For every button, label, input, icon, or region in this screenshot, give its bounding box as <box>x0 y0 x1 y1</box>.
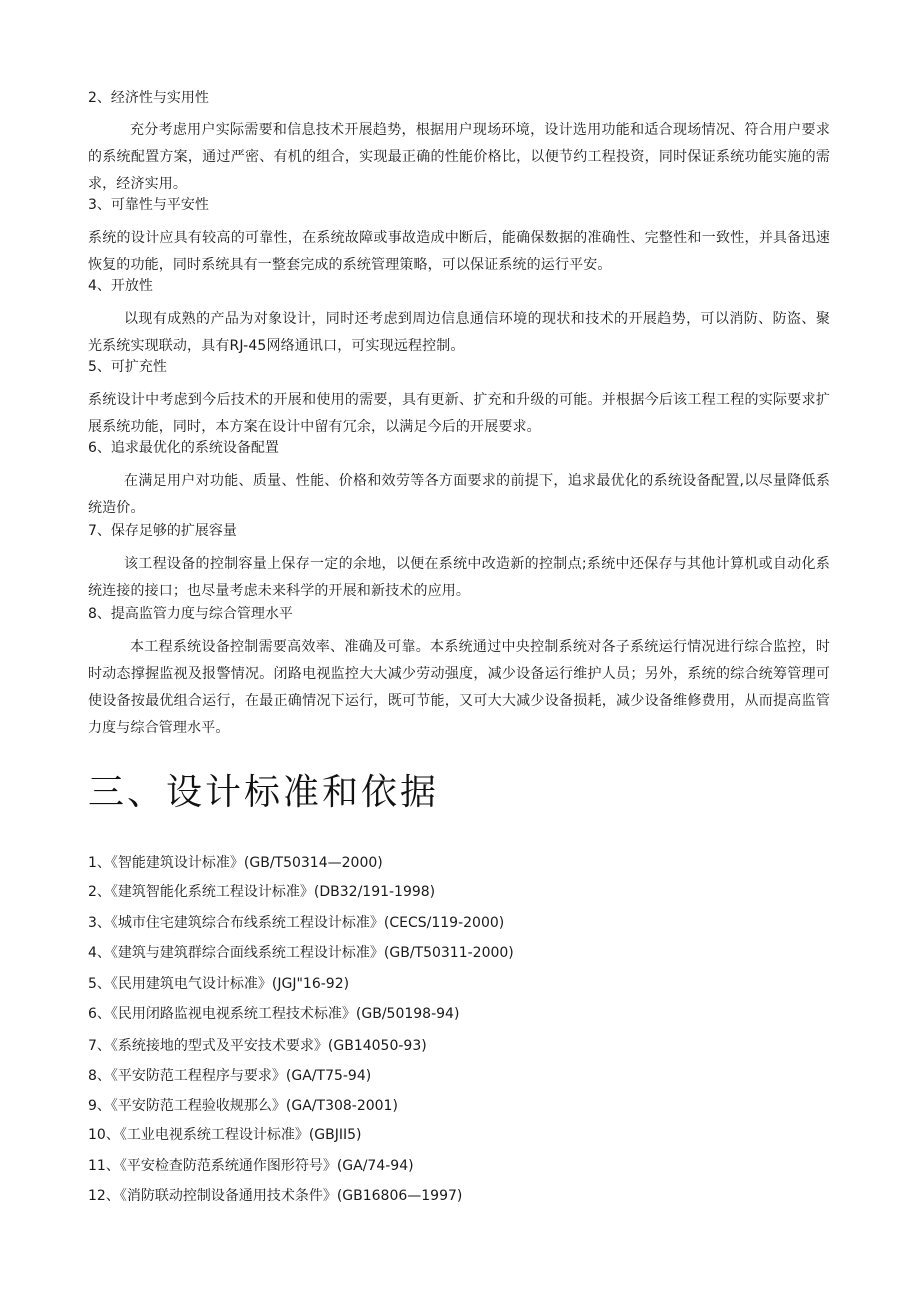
reference-item: 4、《建筑与建筑群综合面线系统工程设计标准》(GB/T50311-2000) <box>88 945 514 961</box>
section-heading: 8、提高监管力度与综合管理水平 <box>88 606 293 622</box>
section-paragraph: 以现有成熟的产品为对象设计，同时还考虑到周边信息通信环境的现状和技术的开展趋势，可以消防、防盗、聚光系统实现联动，具有RJ-45网络通讯口，可实现远程控制。 <box>88 311 830 354</box>
section-paragraph: 本工程系统设备控制需要高效率、准确及可靠。本系统通过中央控制系统对各子系统运行情况进行综合监控，时时动态撑握监视及报警情况。闭路电视监控大大减少劳动强度，减少设备运行维护人员；另外，系统的综合统筹管理可使设备按最优组合运行，在最正确情况下运行，既可节能，又可大大减少设备损耗，减少设备维修费用，从而提高监管力度与综合管理水平。 <box>88 639 830 736</box>
reference-item: 5、《民用建筑电气设计标准》(JGJ"16-92) <box>88 976 350 992</box>
section-paragraph: 系统的设计应具有较高的可靠性，在系统故障或事故造成中断后，能确保数据的准确性、完整性和一致性，并具备迅速恢复的功能，同时系统具有一整套完成的系统管理策略，可以保证系统的运行平安。 <box>88 230 830 273</box>
reference-item: 2、《建筑智能化系统工程设计标准》(DB32/191-1998) <box>88 884 436 900</box>
chapter-title: 三、设计标准和依据 <box>88 772 440 813</box>
reference-item: 12、《消防联动控制设备通用技术条件》(GB16806—1997) <box>88 1188 463 1204</box>
reference-item: 9、《平安防范工程验收规那么》(GA/T308-2001) <box>88 1098 398 1114</box>
section-heading: 2、经济性与实用性 <box>88 90 209 106</box>
section-paragraph: 系统设计中考虑到今后技术的开展和使用的需要，具有更新、扩充和升级的可能。并根据今后该工程工程的实际要求扩展系统功能，同时，本方案在设计中留有冗余，以满足今后的开展要求。 <box>88 392 830 435</box>
section-paragraph: 充分考虑用户实际需要和信息技术开展趋势，根据用户现场环境，设计选用功能和适合现场情况、符合用户要求的系统配置方案，通过严密、有机的组合，实现最正确的性能价格比，以便节约工程投资，同时保证系统功能实施的需求，经济实用。 <box>88 122 830 192</box>
reference-item: 8、《平安防范工程程序与要求》(GA/T75-94) <box>88 1068 372 1084</box>
reference-item: 7、《系统接地的型式及平安技术要求》(GB14050-93) <box>88 1038 427 1054</box>
section-paragraph: 该工程设备的控制容量上保存一定的余地，以便在系统中改造新的控制点;系统中还保存与其他计算机或自动化系统连接的接口；也尽量考虑未来科学的开展和新技术的应用。 <box>88 556 830 599</box>
section-paragraph: 在满足用户对功能、质量、性能、价格和效劳等各方面要求的前提下，追求最优化的系统设备配置,以尽量降低系统造价。 <box>88 473 830 516</box>
section-heading: 4、开放性 <box>88 278 153 294</box>
reference-item: 1、《智能建筑设计标准》(GB/T50314—2000) <box>88 855 383 871</box>
section-heading: 5、可扩充性 <box>88 359 167 375</box>
section-heading: 6、追求最优化的系统设备配置 <box>88 440 279 456</box>
reference-item: 6、《民用闭路监视电视系统工程技术标准》(GB/50198-94) <box>88 1006 460 1022</box>
reference-item: 11、《平安检查防范系统通作图形符号》(GA/74-94) <box>88 1158 414 1174</box>
reference-item: 3、《城市住宅建筑综合布线系统工程设计标准》(CECS/119-2000) <box>88 915 505 931</box>
reference-item: 10、《工业电视系统工程设计标准》(GBJII5) <box>88 1127 362 1143</box>
section-heading: 7、保存足够的扩展容量 <box>88 523 237 539</box>
section-heading: 3、可靠性与平安性 <box>88 197 209 213</box>
